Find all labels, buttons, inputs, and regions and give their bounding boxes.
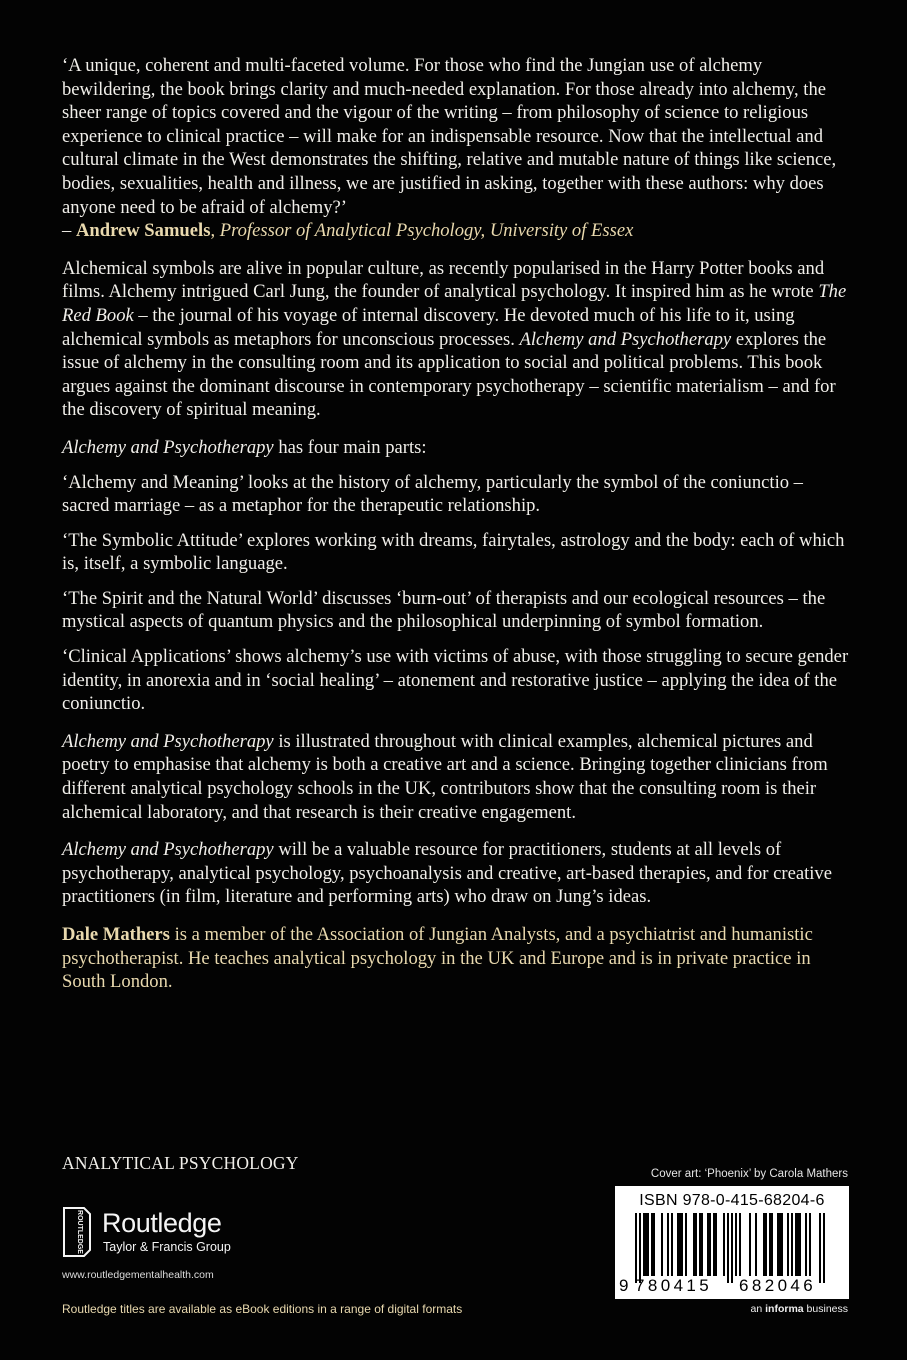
- barcode-bar: [755, 1213, 757, 1276]
- barcode-bar: [731, 1213, 733, 1283]
- barcode-bar: [635, 1213, 637, 1283]
- barcode-bar: [681, 1213, 683, 1276]
- barcode-digits: [615, 1276, 849, 1296]
- isbn-label: ISBN 978-0-415-68204-6: [639, 1192, 825, 1209]
- book-title: Alchemy and Psychotherapy: [62, 839, 274, 861]
- barcode-bar: [647, 1213, 649, 1276]
- barcode-bar: [771, 1213, 773, 1276]
- barcode-bar: [695, 1213, 697, 1276]
- barcode-bar: [805, 1213, 807, 1276]
- barcode-bar: [651, 1213, 653, 1276]
- barcode-bar: [809, 1213, 811, 1276]
- quote-attribution: [62, 219, 852, 243]
- barcode-bar: [781, 1213, 783, 1276]
- routledge-logo: [62, 1206, 302, 1266]
- barcode-bar: [699, 1213, 701, 1276]
- part-description: ‘The Spirit and the Natural World’ discusses ‘burn-out’ of therapists and our ecological resources – the mystical aspects of quantum physics and the philosophical underpinning of symbol formation.: [62, 587, 826, 633]
- ebook-note: Routledge titles are available as eBook editions in a range of digital formats: [62, 1302, 463, 1316]
- barcode-bar: [715, 1213, 717, 1276]
- emblem-text: ROUTLEDGE: [76, 1210, 83, 1254]
- barcode-bar: [645, 1213, 647, 1276]
- barcode-bar: [749, 1213, 751, 1276]
- barcode-bar: [685, 1213, 687, 1276]
- barcode-bar: [769, 1213, 771, 1276]
- barcode-bar: [643, 1213, 645, 1276]
- barcode-bar: [779, 1213, 781, 1276]
- barcode-bar: [763, 1213, 765, 1276]
- endorsement-quote: [62, 54, 852, 243]
- barcode-bar: [679, 1213, 681, 1276]
- cover-art-credit: Cover art: ‘Phoenix’ by Carola Mathers: [650, 1168, 848, 1180]
- barcode-bar: [787, 1213, 789, 1276]
- barcode-bar: [727, 1213, 729, 1283]
- author-name: Dale Mathers: [62, 924, 170, 945]
- intro-paragraph: [62, 257, 852, 422]
- barcode-bar: [777, 1213, 779, 1276]
- barcode-bar: [653, 1213, 655, 1276]
- intro-text-1: Alchemical symbols are alive in popular culture, as recently popularised in the Harry Potter books and films. Alchemy intrigued Carl Jung, the founder of analytical psychology. It inspired him as he wrote: [62, 257, 825, 303]
- book-title: Alchemy and Psychotherapy: [519, 328, 732, 350]
- illustrated-paragraph: [62, 730, 852, 824]
- isbn-barcode: [615, 1186, 849, 1299]
- barcode-bar: [671, 1213, 673, 1276]
- quote-affiliation: Professor of Analytical Psychology, University of Essex: [219, 220, 634, 242]
- resource-paragraph: [62, 838, 852, 909]
- informa-tagline: [751, 1303, 848, 1315]
- book-title: Alchemy and Psychotherapy: [62, 730, 274, 752]
- barcode-bar: [709, 1213, 711, 1276]
- routledge-emblem-icon: [62, 1206, 92, 1258]
- barcode-bar: [713, 1213, 715, 1276]
- barcode-bar: [707, 1213, 709, 1276]
- barcode-bar: [693, 1213, 695, 1276]
- barcode-bar: [739, 1213, 741, 1276]
- barcode-bar: [723, 1213, 725, 1276]
- barcode-bar: [819, 1213, 821, 1283]
- barcode-bar: [677, 1213, 679, 1276]
- author-bio-text: is a member of the Association of Jungian Analysts, and a psychiatrist and humanistic psychotherapist. He teaches analytical psychology in the UK and Europe and is in private practice in South London.: [62, 924, 813, 993]
- back-cover-text: [62, 54, 852, 1008]
- barcode-bar: [639, 1213, 641, 1283]
- barcode-bar: [661, 1213, 663, 1276]
- publisher-website[interactable]: www.routledgementalhealth.com: [62, 1269, 214, 1281]
- publisher-group: Taylor & Francis Group: [103, 1240, 231, 1254]
- barcode-bar: [667, 1213, 669, 1276]
- intro-text-2: – the journal of his voyage of internal discovery. He devoted much of his life to it, using alchemical symbols as metaphors for unconscious processes.: [62, 304, 795, 350]
- part-description: ‘Alchemy and Meaning’ looks at the history of alchemy, particularly the symbol of the coniunctio – sacred marriage – as a metaphor for the therapeutic relationship.: [62, 471, 803, 517]
- barcode-bar: [735, 1213, 737, 1276]
- barcode-digit-first: 9: [619, 1276, 629, 1295]
- informa-suffix: business: [803, 1303, 848, 1315]
- resource-text: will be a valuable resource for practitioners, students at all levels of psychotherapy, analytical psychology, psychoanalysis and creative, art-based therapies, and for creative practitioners (in film, literature and performing arts) who draw on Jung’s ideas.: [62, 839, 832, 908]
- barcode-bar: [823, 1213, 825, 1283]
- barcode-bar: [701, 1213, 703, 1276]
- attribution-dash: –: [62, 220, 76, 242]
- barcode-bar: [795, 1213, 797, 1276]
- parts-intro: [62, 436, 852, 460]
- barcode-digits-left: 780415: [635, 1276, 713, 1295]
- attribution-separator: ,: [210, 220, 220, 242]
- barcode-bar: [791, 1213, 793, 1276]
- parts-intro-text: has four main parts:: [273, 436, 427, 458]
- part-description: ‘The Symbolic Attitude’ explores working with dreams, fairytales, astrology and the body: each of which is, itself, a symbolic language.: [62, 529, 845, 575]
- subject-category: ANALYTICAL PSYCHOLOGY: [62, 1153, 299, 1173]
- quote-text: ‘A unique, coherent and multi-faceted volume. For those who find the Jungian use of alchemy bewildering, the book brings clarity and much-needed explanation. For those already into alchemy, the sheer range of topics covered and the vigour of the writing – from philosophy of science to religious experience to clinical practice – will make for an indispensable resource. Now that the intellectual and cultural climate in the West demonstrates the shifting, relative and mutable nature of things like science, bodies, sexualities, health and illness, we are justified in asking, together with these authors: why does anyone need to be afraid of alchemy?’: [62, 55, 837, 218]
- barcode-bar: [799, 1213, 801, 1276]
- informa-prefix: an: [750, 1303, 766, 1315]
- part-description: ‘Clinical Applications’ shows alchemy’s use with victims of abuse, with those struggling to secure gender identity, in anorexia and in ‘social healing’ – atonement and restorative justice – applying the idea of the coniunctio.: [62, 646, 849, 715]
- illustrated-text: is illustrated throughout with clinical examples, alchemical pictures and poetry to emphasise that alchemy is both a creative art and a science. Bringing together clinicians from different analytical psychology schools in the UK, contributors show that the consulting room is their alchemical laboratory, and that research is their creative engagement.: [62, 730, 828, 823]
- informa-brand: informa: [765, 1303, 804, 1315]
- red-book-title: The Red Book: [62, 281, 847, 326]
- intro-text-3: explores the issue of alchemy in the consulting room and its application to social and political problems. This book argues against the dominant discourse in contemporary psychotherapy – scientific materialism – and for the discovery of spiritual meaning.: [62, 328, 836, 421]
- barcode-bar: [797, 1213, 799, 1276]
- barcode-digits-right: 682046: [739, 1276, 817, 1295]
- publisher-name: Routledge: [102, 1208, 222, 1238]
- quote-author: Andrew Samuels: [75, 220, 211, 242]
- book-title: Alchemy and Psychotherapy: [62, 436, 274, 458]
- barcode-bar: [765, 1213, 767, 1276]
- author-bio: [62, 923, 852, 994]
